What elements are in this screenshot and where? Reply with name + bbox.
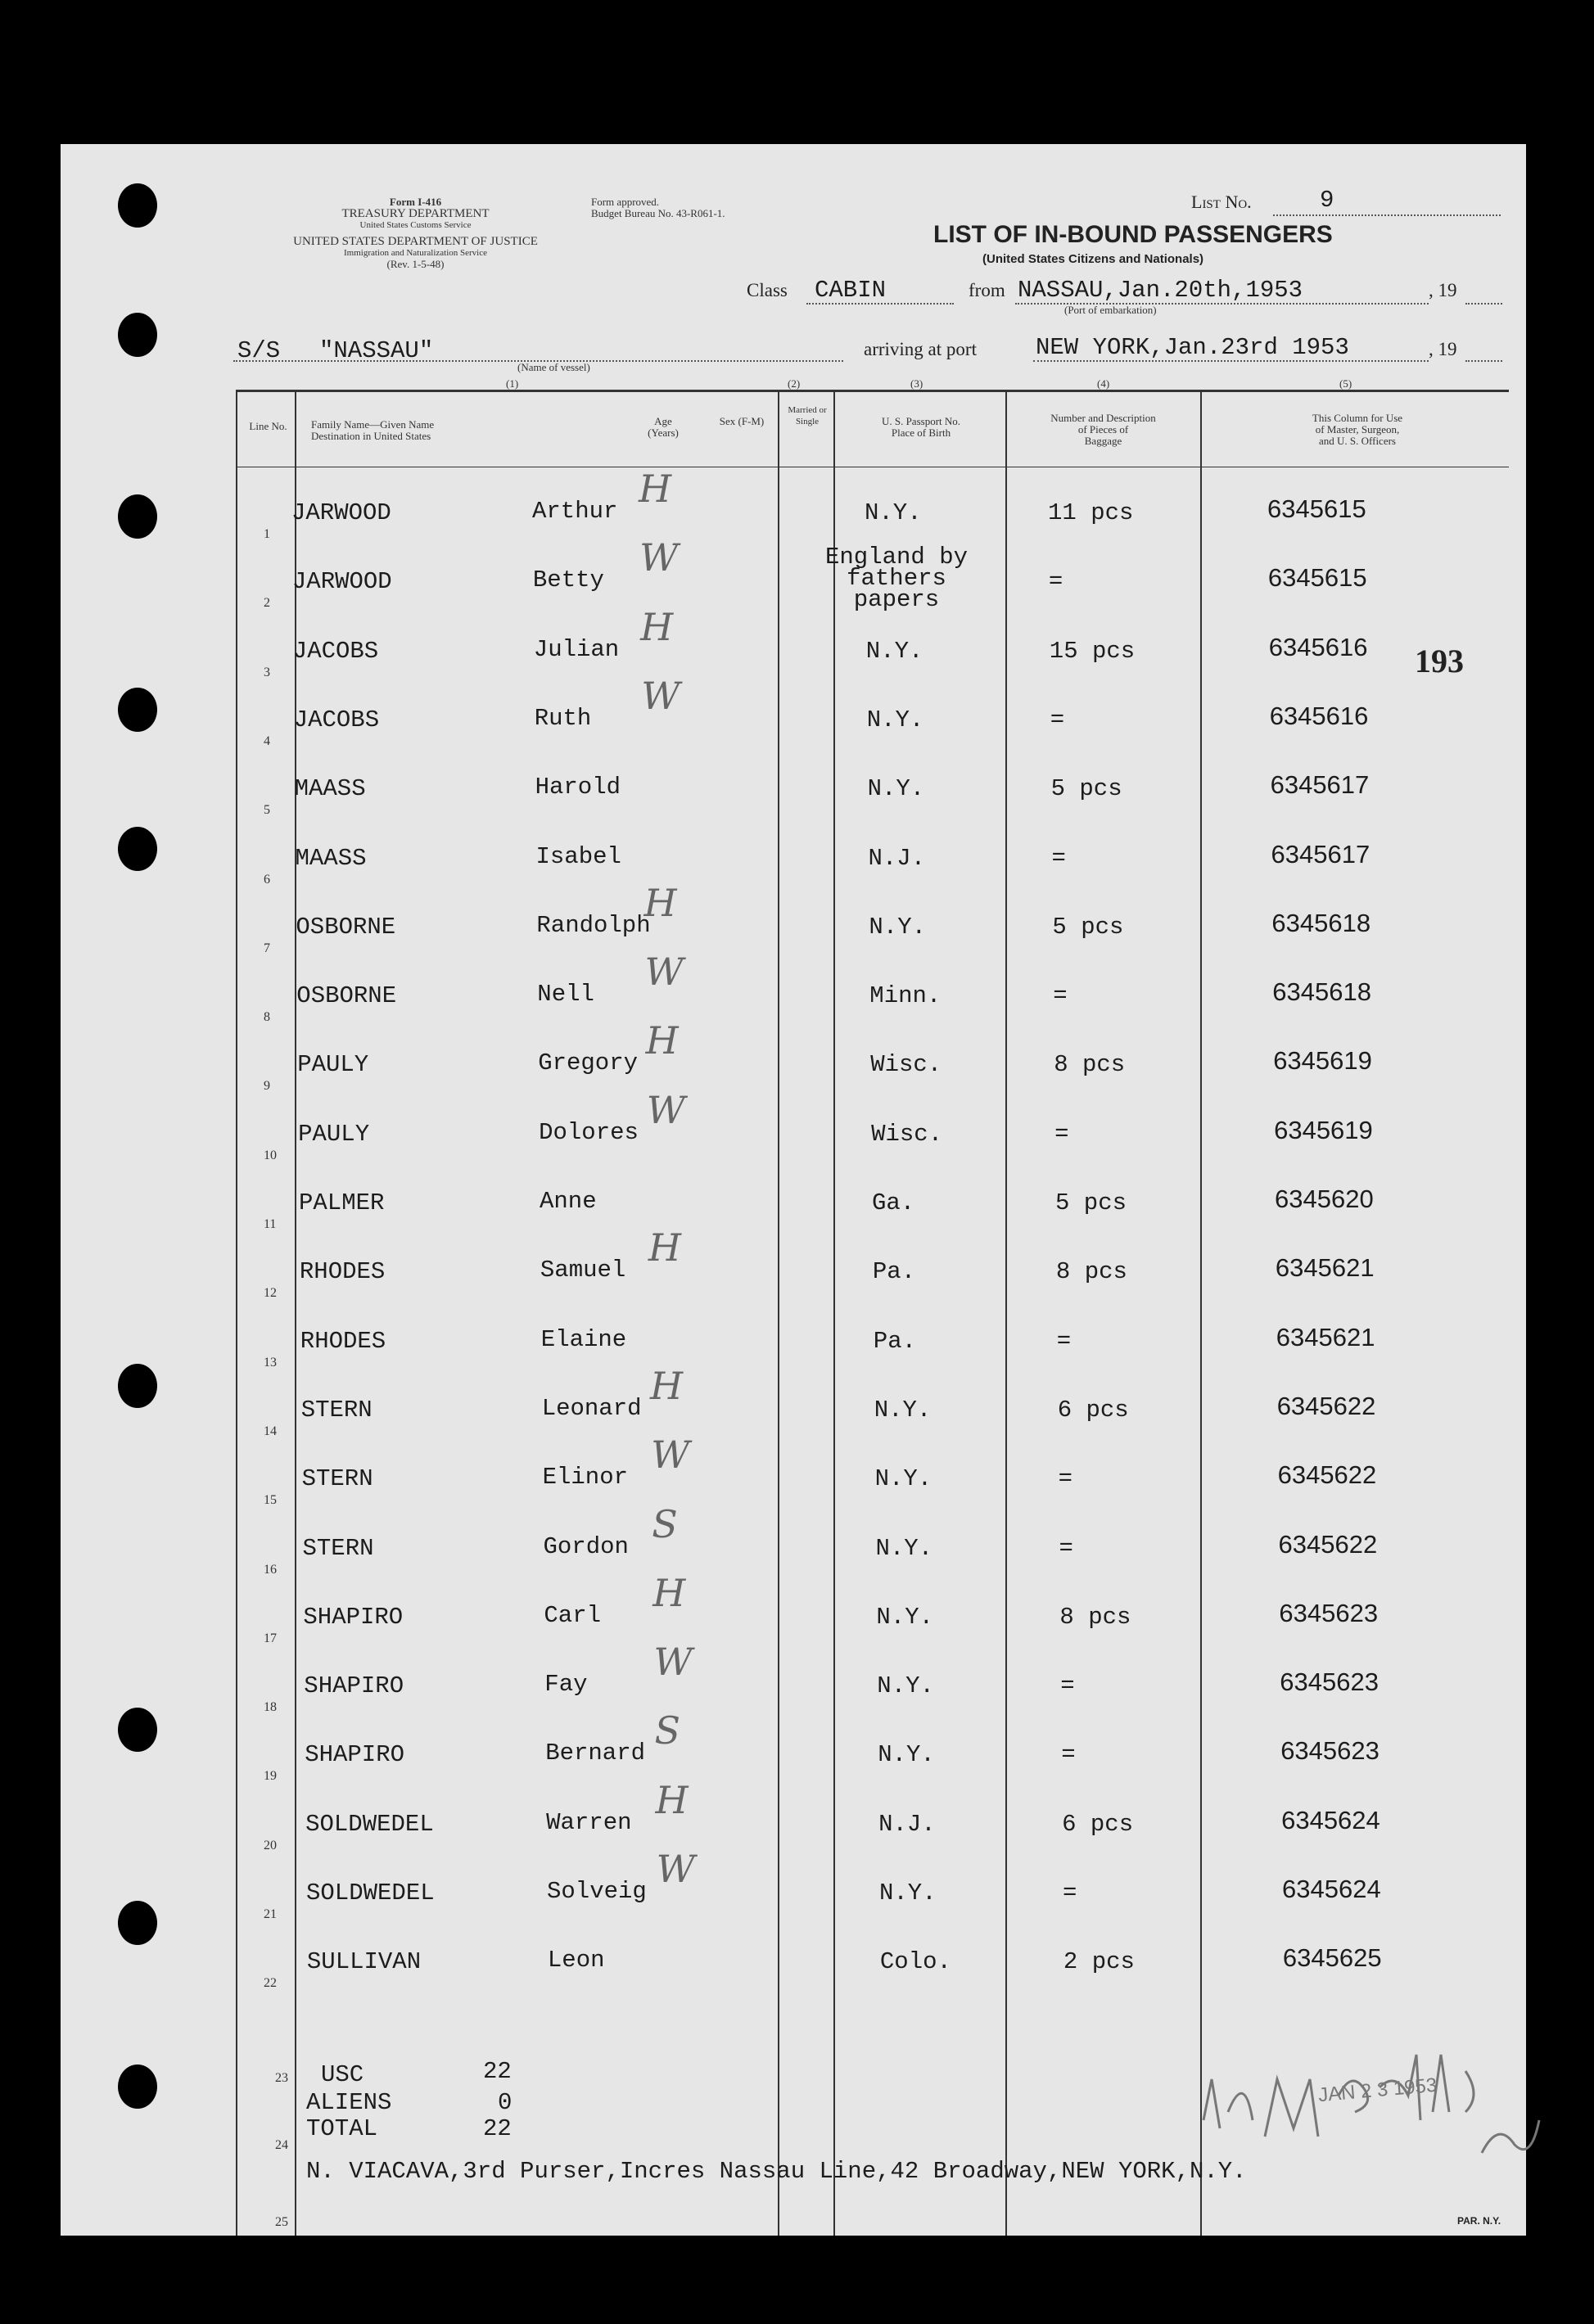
- col-header-officers-1: This Column for Use: [1312, 412, 1403, 424]
- place-of-birth: Ga.: [872, 1189, 915, 1216]
- handwritten-mark: H: [650, 1363, 684, 1408]
- punch-hole: [118, 1364, 157, 1408]
- line-number: 2: [264, 596, 270, 611]
- revision: (Rev. 1-5-48): [386, 258, 445, 270]
- baggage: =: [1048, 568, 1063, 596]
- handwritten-mark: H: [640, 604, 674, 649]
- col-header-line: Line No.: [249, 420, 287, 432]
- family-name: JARWOOD: [291, 499, 391, 526]
- col-header-officers-3: and U. S. Officers: [1319, 435, 1396, 447]
- given-name: Ruth: [534, 704, 592, 732]
- aliens-label: ALIENS: [306, 2089, 392, 2116]
- form-approved: Form approved.: [591, 196, 660, 208]
- line-number: 17: [264, 1631, 277, 1645]
- col-divider-married: [833, 390, 835, 2236]
- officer-number: 6345624: [1282, 1875, 1381, 1903]
- vessel-caption: (Name of vessel): [517, 361, 590, 373]
- line-number: 23: [275, 2071, 288, 2085]
- officer-number: 6345622: [1276, 1391, 1376, 1420]
- usc-count: 22: [483, 2058, 512, 2085]
- baggage: =: [1056, 1327, 1072, 1355]
- given-name: Harold: [535, 774, 621, 801]
- place-of-birth: N.Y.: [865, 637, 923, 665]
- baggage: 5 pcs: [1052, 913, 1124, 941]
- col-num-4: (4): [1097, 377, 1110, 390]
- baggage: =: [1051, 844, 1066, 872]
- aliens-count: 0: [498, 2089, 513, 2116]
- place-of-birth: N.Y.: [877, 1672, 934, 1700]
- place-of-birth: N.Y.: [879, 1880, 937, 1907]
- given-name: Fay: [544, 1671, 588, 1699]
- col-header-married: Married or Single: [788, 405, 827, 426]
- form-subtitle: (United States Citizens and Nationals): [982, 252, 1204, 266]
- class-label: Class: [747, 280, 788, 300]
- officer-number: 6345619: [1274, 1115, 1373, 1144]
- baggage: 11 pcs: [1048, 499, 1134, 526]
- baggage: =: [1054, 1120, 1069, 1148]
- officer-number: 6345617: [1270, 770, 1370, 800]
- handwritten-mark: H: [639, 467, 672, 511]
- baggage: 2 pcs: [1063, 1948, 1135, 1976]
- customs-service: United States Customs Service: [359, 220, 472, 230]
- justice-dept: UNITED STATES DEPARTMENT OF JUSTICE: [293, 235, 538, 248]
- family-name: SOLDWEDEL: [305, 1810, 434, 1838]
- table-left-rule: [236, 390, 237, 2236]
- family-name: JARWOOD: [291, 568, 392, 596]
- vessel-name: "NASSAU": [319, 337, 434, 364]
- baggage: 15 pcs: [1049, 637, 1136, 665]
- line-number: 15: [264, 1493, 277, 1508]
- handwritten-mark: W: [639, 535, 679, 580]
- punch-hole: [118, 1901, 157, 1945]
- arriving-value: NEW YORK,Jan.23rd 1953: [1036, 334, 1349, 361]
- punch-hole: [118, 1708, 157, 1752]
- line-number: 5: [264, 803, 270, 818]
- col-header-baggage: [1011, 413, 1195, 447]
- family-name: STERN: [300, 1396, 373, 1424]
- given-name: Gordon: [543, 1532, 629, 1560]
- family-name: PALMER: [299, 1189, 385, 1216]
- col-header-baggage-2: of Pieces of: [1077, 423, 1129, 435]
- year-suffix-2: , 19: [1429, 339, 1457, 359]
- handwritten-mark: W: [644, 950, 684, 995]
- officer-number: 6345615: [1267, 563, 1367, 593]
- handwritten-mark: S: [654, 1708, 680, 1753]
- family-name: SHAPIRO: [303, 1603, 404, 1631]
- col-num-1: (1): [506, 377, 519, 390]
- officer-number: 6345617: [1271, 839, 1370, 869]
- col-header-name-2: Destination in United States: [311, 430, 431, 442]
- officer-number: 6345618: [1271, 908, 1371, 937]
- line-number: 11: [264, 1217, 277, 1231]
- line-number: 8: [264, 1010, 270, 1025]
- given-name: Betty: [532, 566, 604, 594]
- line-number: 25: [275, 2215, 288, 2229]
- approval: [591, 196, 725, 219]
- col-num-3: (3): [910, 377, 923, 390]
- line-number: 10: [264, 1148, 277, 1162]
- given-name: Isabel: [535, 842, 621, 870]
- given-name: Elaine: [540, 1325, 627, 1353]
- page-number: 193: [1415, 643, 1464, 679]
- family-name: JACOBS: [293, 706, 380, 733]
- place-of-birth: N.Y.: [866, 706, 924, 733]
- given-name: Dolores: [539, 1118, 639, 1146]
- given-name: Nell: [537, 981, 594, 1009]
- col-header-officers-2: of Master, Surgeon,: [1315, 423, 1400, 435]
- handwritten-mark: H: [643, 880, 677, 925]
- col-header-baggage-3: Baggage: [1084, 435, 1122, 447]
- family-name: MAASS: [294, 775, 366, 803]
- handwritten-mark: S: [652, 1501, 678, 1546]
- class-dots: [806, 303, 954, 305]
- line-number: 6: [264, 872, 270, 887]
- col-divider-name: [778, 390, 779, 2236]
- place-of-birth: N.Y.: [876, 1603, 934, 1631]
- line-number: 16: [264, 1562, 277, 1577]
- officer-number: 6345623: [1280, 1736, 1380, 1766]
- col-header-baggage-1: Number and Description: [1050, 412, 1156, 424]
- line-number: 19: [264, 1769, 277, 1784]
- place-of-birth: N.Y.: [874, 1465, 932, 1493]
- place-of-birth: Wisc.: [871, 1120, 943, 1148]
- received-date-stamp: JAN 2 3 1953: [1317, 2074, 1438, 2107]
- baggage: =: [1058, 1465, 1072, 1493]
- col-num-2: (2): [788, 377, 801, 390]
- officer-number: 6345621: [1276, 1322, 1375, 1352]
- col-header-name: [311, 419, 434, 442]
- punch-hole: [118, 2065, 157, 2109]
- baggage: =: [1063, 1880, 1077, 1907]
- form-title: LIST OF IN-BOUND PASSENGERS: [933, 221, 1333, 248]
- list-no-value: 9: [1320, 187, 1334, 214]
- officer-number: 6345625: [1282, 1943, 1382, 1973]
- line-number: 18: [264, 1700, 277, 1715]
- header-left: [233, 196, 598, 270]
- col-header-officers: [1210, 413, 1505, 447]
- given-name: Bernard: [545, 1740, 646, 1767]
- given-name: Warren: [546, 1808, 632, 1836]
- handwritten-mark: H: [648, 1225, 681, 1270]
- place-of-birth: N.Y.: [867, 775, 925, 803]
- officer-number: 6345623: [1280, 1667, 1379, 1697]
- baggage: 6 pcs: [1062, 1810, 1134, 1838]
- col-divider-line: [295, 390, 296, 2236]
- family-name: PAULY: [298, 1120, 370, 1148]
- line-number: 4: [264, 733, 270, 748]
- family-name: SOLDWEDEL: [306, 1880, 435, 1907]
- punch-hole: [118, 494, 157, 539]
- officer-number: 6345623: [1279, 1598, 1379, 1627]
- family-name: JACOBS: [292, 637, 379, 665]
- baggage: =: [1060, 1672, 1075, 1700]
- line-number: 20: [264, 1838, 277, 1852]
- family-name: RHODES: [300, 1327, 386, 1355]
- usc-label: USC: [321, 2061, 364, 2088]
- list-no-dots: [1273, 214, 1501, 216]
- handwritten-mark: W: [646, 1087, 685, 1132]
- place-of-birth: N.J.: [868, 844, 926, 872]
- place-of-birth: Pa.: [873, 1327, 917, 1355]
- handwritten-mark: W: [653, 1640, 693, 1685]
- baggage: 8 pcs: [1059, 1603, 1131, 1631]
- handwritten-mark: H: [645, 1018, 679, 1063]
- handwritten-mark: W: [641, 673, 680, 718]
- table-top-rule: [236, 390, 1509, 392]
- given-name: Julian: [533, 635, 620, 663]
- port-embark-caption: (Port of embarkation): [1064, 304, 1157, 316]
- baggage: 5 pcs: [1050, 775, 1122, 803]
- handwritten-mark: W: [656, 1847, 695, 1891]
- given-name: Arthur: [532, 498, 618, 525]
- place-of-birth: N.Y.: [865, 499, 922, 526]
- list-no-label: List No.: [1191, 192, 1252, 212]
- given-name: Anne: [540, 1188, 597, 1215]
- col-header-passport: [843, 416, 999, 439]
- col-header-passport-1: U. S. Passport No.: [881, 415, 961, 427]
- place-of-birth: N.Y.: [875, 1534, 933, 1562]
- printer-mark: PAR. N.Y.: [1457, 2215, 1501, 2227]
- total-count: 22: [483, 2115, 512, 2142]
- given-name: Elinor: [542, 1464, 629, 1491]
- place-of-birth: Pa.: [872, 1258, 916, 1286]
- col-header-name-1: Family Name—Given Name: [311, 418, 435, 431]
- line-number: 13: [264, 1355, 277, 1370]
- col-num-5: (5): [1339, 377, 1352, 390]
- line-number: 12: [264, 1286, 277, 1301]
- handwritten-mark: H: [653, 1570, 686, 1615]
- punch-hole: [118, 183, 157, 228]
- place-of-birth: N.Y.: [869, 913, 927, 941]
- officer-number: 6345615: [1267, 494, 1366, 523]
- family-name: OSBORNE: [296, 982, 397, 1010]
- given-name: Leon: [547, 1947, 605, 1974]
- given-name: Carl: [544, 1601, 602, 1629]
- place-of-birth: N.Y.: [874, 1396, 932, 1424]
- total-label: TOTAL: [306, 2115, 378, 2142]
- family-name: STERN: [302, 1534, 374, 1562]
- family-name: RHODES: [299, 1258, 386, 1286]
- purser-signature-line: N. VIACAVA,3rd Purser,Incres Nassau Line,42 Broadway,NEW YORK,N.Y.: [306, 2158, 1247, 2185]
- col-header-sex: Sex (F-M): [719, 415, 765, 427]
- class-value: CABIN: [815, 277, 887, 304]
- officer-number: 6345618: [1272, 977, 1371, 1007]
- given-name: Randolph: [536, 911, 651, 939]
- line-number: 22: [264, 1976, 277, 1991]
- treasury-dept: TREASURY DEPARTMENT: [341, 207, 490, 220]
- punch-hole: [118, 827, 157, 871]
- baggage: 5 pcs: [1055, 1189, 1127, 1216]
- line-number: 3: [264, 665, 270, 679]
- year1-dots: [1465, 303, 1502, 305]
- officer-number: 6345616: [1268, 632, 1368, 661]
- handwritten-mark: W: [651, 1433, 690, 1478]
- baggage: =: [1059, 1534, 1073, 1562]
- family-name: STERN: [301, 1465, 373, 1493]
- arriving-dots: [1033, 360, 1429, 362]
- col-header-age: Age (Years): [648, 415, 679, 439]
- officer-number: 6345621: [1275, 1253, 1375, 1283]
- baggage: 6 pcs: [1057, 1396, 1129, 1424]
- baggage: =: [1053, 982, 1068, 1010]
- handwritten-signature: [1187, 2022, 1547, 2169]
- ins-service: Immigration and Naturalization Service: [343, 248, 488, 258]
- officer-number: 6345622: [1278, 1529, 1378, 1559]
- place-of-birth: England by fathers papers: [824, 544, 969, 614]
- year2-dots: [1465, 360, 1502, 362]
- family-name: SHAPIRO: [304, 1672, 404, 1700]
- officer-number: 6345624: [1281, 1805, 1380, 1834]
- given-name: Samuel: [540, 1257, 626, 1284]
- col-header-passport-2: Place of Birth: [891, 426, 951, 439]
- officer-number: 6345620: [1275, 1185, 1374, 1213]
- col-divider-passport: [1005, 390, 1007, 2236]
- given-name: Solveig: [547, 1878, 647, 1905]
- family-name: SHAPIRO: [305, 1741, 405, 1769]
- line-number: 1: [264, 527, 270, 541]
- family-name: MAASS: [295, 844, 367, 872]
- punch-hole: [118, 313, 157, 357]
- line-number: 21: [264, 1907, 277, 1921]
- line-number: 7: [264, 941, 270, 955]
- form-number: Form I-416: [389, 196, 442, 208]
- place-of-birth: N.Y.: [878, 1741, 935, 1769]
- place-of-birth: N.J.: [878, 1810, 936, 1838]
- given-name: Gregory: [538, 1049, 639, 1077]
- vessel-prefix: S/S: [237, 337, 281, 364]
- year-suffix-1: , 19: [1429, 280, 1457, 300]
- officer-number: 6345622: [1277, 1460, 1377, 1490]
- officer-number: 6345616: [1269, 701, 1369, 730]
- place-of-birth: Wisc.: [870, 1051, 942, 1079]
- family-name: SULLIVAN: [306, 1948, 422, 1976]
- arriving-label: arriving at port: [864, 339, 977, 359]
- from-label: from: [969, 280, 1005, 300]
- given-name: Leonard: [541, 1394, 642, 1422]
- family-name: PAULY: [297, 1051, 369, 1079]
- baggage: 8 pcs: [1055, 1258, 1127, 1286]
- family-name: OSBORNE: [296, 913, 396, 941]
- line-number: 9: [264, 1079, 270, 1094]
- handwritten-mark: H: [655, 1777, 689, 1822]
- line-number: 14: [264, 1424, 277, 1438]
- baggage: 8 pcs: [1054, 1051, 1126, 1079]
- budget-bureau: Budget Bureau No. 43-R061-1.: [591, 207, 725, 219]
- place-of-birth: Colo.: [879, 1948, 951, 1976]
- from-value: NASSAU,Jan.20th,1953: [1018, 277, 1303, 304]
- line-number: 24: [275, 2138, 288, 2152]
- col-divider-baggage: [1200, 390, 1202, 2236]
- place-of-birth: Minn.: [869, 982, 941, 1010]
- officer-number: 6345619: [1273, 1046, 1372, 1076]
- punch-hole: [118, 688, 157, 732]
- baggage: =: [1050, 706, 1065, 733]
- baggage: =: [1061, 1741, 1076, 1769]
